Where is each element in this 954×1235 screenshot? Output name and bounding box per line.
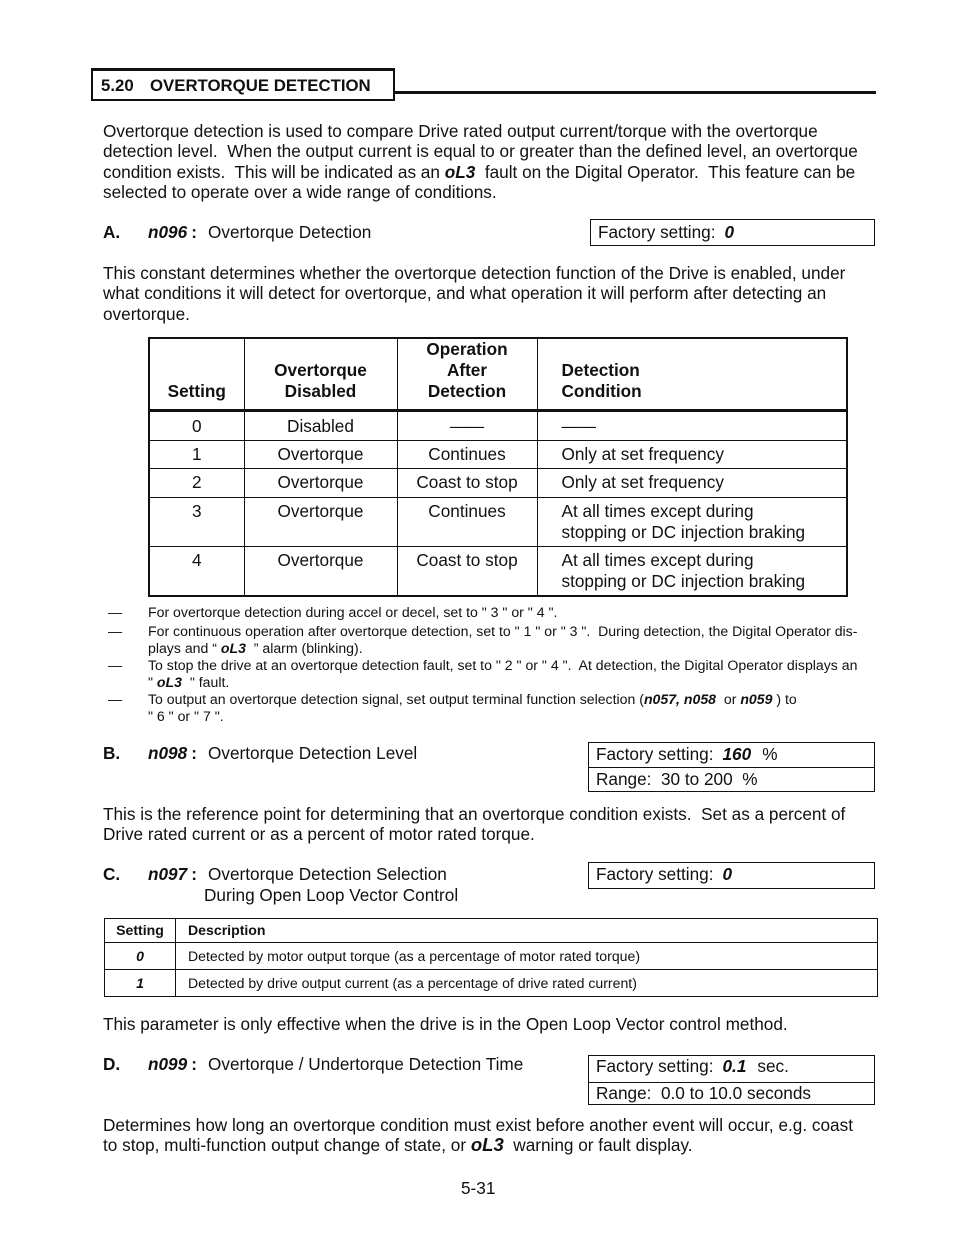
- table-row: [149, 547, 847, 596]
- param-code: [148, 864, 197, 884]
- note-bullet: —: [108, 657, 123, 673]
- range-text: Range: 0.0 to 10.0 seconds: [596, 1083, 811, 1103]
- cell-condition: [537, 469, 847, 498]
- param-letter: D.: [103, 1054, 121, 1074]
- header-text: Disabled: [284, 381, 357, 401]
- fault-code: oL3: [470, 1134, 504, 1156]
- header-text: Setting: [167, 381, 226, 401]
- factory-setting-label: Factory setting:: [598, 222, 716, 242]
- factory-setting-unit: sec.: [757, 1056, 789, 1076]
- param-separator: :: [191, 1054, 197, 1074]
- cell-description: Detected by motor output torque (as a percentage of motor rated torque): [176, 943, 878, 970]
- factory-setting-row: [591, 220, 874, 245]
- condition-line: stopping or DC injection braking: [561, 522, 806, 542]
- param-name-continued: During Open Loop Vector Control: [204, 885, 459, 905]
- note-line: This parameter is only effective when the drive is in the Open Loop Vector control method.: [103, 1014, 788, 1034]
- note-line: " 6 " or " 7 ".: [148, 708, 224, 724]
- header-description: Description: [176, 919, 878, 943]
- factory-setting-row: [589, 743, 874, 767]
- cell-disabled: Overtorque: [244, 498, 397, 547]
- open-loop-selection-table: [104, 918, 878, 997]
- description-line-2: [103, 1135, 853, 1155]
- fault-code: oL3: [156, 674, 182, 690]
- text-segment: " fault.: [181, 674, 230, 690]
- note-bullet: —: [108, 604, 123, 620]
- cell-setting: 4: [149, 547, 244, 596]
- param-code: n059: [740, 691, 773, 707]
- cell-disabled: Overtorque: [244, 441, 397, 469]
- cell-setting: 1: [149, 441, 244, 469]
- cell-operation: Continues: [397, 441, 537, 469]
- factory-setting-value: 0: [722, 864, 733, 884]
- cell-operation: Continues: [397, 498, 537, 547]
- cell-description: Detected by drive output current (as a percentage of drive rated current): [176, 970, 878, 997]
- header-setting: [149, 338, 244, 411]
- intro-line-3: [103, 162, 858, 182]
- param-d-description: [103, 1115, 853, 1156]
- factory-setting-value: 0.1: [722, 1056, 747, 1076]
- header-text: Detection: [427, 381, 507, 401]
- table-row: [149, 441, 847, 469]
- page-number: 5-31: [461, 1178, 496, 1198]
- intro-line-1: Overtorque detection is used to compare Drive rated output current/torque with the overtorque: [103, 121, 818, 141]
- header-text: Detection: [561, 360, 640, 380]
- description-line-3: overtorque.: [103, 303, 190, 324]
- table-row: [149, 411, 847, 441]
- table-row: [105, 970, 878, 997]
- note-line: [148, 674, 857, 691]
- table-header-row: [105, 919, 878, 943]
- param-code: n057, n058: [643, 691, 717, 707]
- cell-condition: [537, 411, 847, 441]
- section-number: 5.20: [101, 76, 134, 95]
- param-separator: :: [191, 743, 197, 763]
- factory-setting-row: [589, 863, 874, 888]
- cell-operation: ——: [397, 411, 537, 441]
- overtorque-settings-table: [148, 337, 848, 597]
- param-b-description: [103, 804, 845, 845]
- param-name: Overtorque Detection Selection: [208, 864, 447, 884]
- intro-line-2: detection level. When the output current is equal to or greater than the defined level, an overtorque: [103, 141, 858, 162]
- cell-operation: Coast to stop: [397, 469, 537, 498]
- table-row: [149, 469, 847, 498]
- cell-setting: 1: [105, 970, 176, 997]
- description-line-2: what conditions it will detect for overtorque, and what operation it will perform after detecting an: [103, 283, 827, 304]
- param-name: Overtorque / Undertorque Detection Time: [208, 1054, 524, 1074]
- header-text: Condition: [561, 381, 642, 401]
- text-segment: fault on the Digital Operator. This feature can be: [475, 161, 856, 182]
- cell-condition: [537, 498, 847, 547]
- factory-setting-value: 160: [722, 744, 752, 764]
- cell-disabled: Disabled: [244, 411, 397, 441]
- range-row: [589, 1082, 874, 1104]
- note-line: [148, 691, 797, 708]
- factory-setting-row: [589, 1056, 874, 1082]
- note-line: For continuous operation after overtorque detection, set to " 1 " or " 3 ". During detection, the Digital Operator dis-: [148, 623, 858, 639]
- header-setting: Setting: [105, 919, 176, 943]
- intro-paragraph: [103, 121, 858, 202]
- cell-condition: [537, 547, 847, 596]
- condition-line: stopping or DC injection braking: [561, 571, 806, 591]
- text-segment: or: [716, 691, 741, 707]
- param-letter: C.: [103, 864, 121, 884]
- intro-line-4: selected to operate over a wide range of conditions.: [103, 181, 497, 202]
- param-code: [148, 222, 197, 242]
- table-row: [105, 943, 878, 970]
- condition-line: Only at set frequency: [561, 472, 724, 492]
- param-c-factory-box: [588, 862, 875, 889]
- text-segment: ” alarm (blinking).: [245, 640, 363, 656]
- header-detection-condition: [537, 338, 847, 411]
- note-line: To stop the drive at an overtorque detection fault, set to " 2 " or " 4 ". At detection, the Digital Operator displays an: [148, 657, 858, 673]
- cell-setting: 2: [149, 469, 244, 498]
- param-c-note: [103, 1014, 788, 1034]
- range-text: Range: 30 to 200 %: [596, 769, 758, 789]
- param-separator: :: [191, 222, 197, 242]
- text-segment: To output an overtorque detection signal, set output terminal function selection (: [148, 691, 644, 707]
- note-text: [148, 604, 557, 621]
- factory-setting-label: Factory setting:: [596, 1056, 714, 1076]
- param-code: [148, 1054, 197, 1074]
- factory-setting-label: Factory setting:: [596, 744, 714, 764]
- param-letter: A.: [103, 222, 121, 242]
- header-text: Operation: [426, 339, 508, 359]
- note-text: [148, 691, 797, 725]
- note-text: [148, 657, 857, 691]
- table-row: [149, 498, 847, 547]
- param-d-factory-box: [588, 1055, 875, 1105]
- param-code-text: n096: [148, 222, 188, 242]
- factory-setting-unit: %: [762, 744, 778, 764]
- description-line-1: This is the reference point for determining that an overtorque condition exists. Set as a percent of: [103, 804, 846, 824]
- text-segment: ": [148, 674, 157, 690]
- param-name: Overtorque Detection: [208, 222, 372, 242]
- section-rule: [394, 91, 876, 94]
- note-line: [148, 640, 857, 657]
- header-operation-after-detection: [397, 338, 537, 411]
- param-a-heading: [0, 222, 585, 243]
- param-d-heading: [0, 1054, 585, 1075]
- text-segment: warning or fault display.: [503, 1135, 693, 1156]
- note-line: For overtorque detection during accel or decel, set to " 3 " or " 4 ".: [148, 604, 558, 620]
- description-line-1: Determines how long an overtorque condition must exist before another event will occur, e.g. coast: [103, 1115, 853, 1135]
- fault-code: oL3: [220, 640, 246, 656]
- note-bullet: —: [108, 691, 123, 707]
- param-a-description: [103, 263, 845, 324]
- condition-line: ——: [561, 416, 596, 436]
- text-segment: ) to: [772, 691, 797, 707]
- header-overtorque-disabled: [244, 338, 397, 411]
- param-code-text: n099: [148, 1054, 188, 1074]
- cell-operation: Coast to stop: [397, 547, 537, 596]
- param-b-heading: [0, 743, 585, 764]
- factory-setting-label: Factory setting:: [596, 864, 714, 884]
- param-letter: B.: [103, 743, 121, 763]
- section-title: OVERTORQUE DETECTION: [150, 76, 371, 95]
- header-text: Overtorque: [274, 360, 367, 380]
- range-row: [589, 767, 874, 791]
- text-segment: condition exists. This will be indicated as an: [103, 161, 445, 182]
- text-segment: to stop, multi-function output change of state, or: [103, 1135, 471, 1156]
- cell-condition: [537, 441, 847, 469]
- cell-disabled: Overtorque: [244, 469, 397, 498]
- cell-setting: 0: [149, 411, 244, 441]
- description-line-2: Drive rated current or as a percent of motor rated torque.: [103, 824, 535, 845]
- param-code-text: n098: [148, 743, 188, 763]
- param-name: Overtorque Detection Level: [208, 743, 418, 763]
- condition-line: Only at set frequency: [561, 444, 724, 464]
- param-code: [148, 743, 197, 763]
- header-text: After: [446, 360, 488, 380]
- table-header-row: [149, 338, 847, 411]
- fault-code: oL3: [444, 161, 476, 182]
- note-text: [148, 623, 857, 657]
- param-b-factory-box: [588, 742, 875, 792]
- section-header-box: [91, 68, 395, 101]
- condition-line: At all times except during: [561, 501, 754, 521]
- condition-line: At all times except during: [561, 550, 754, 570]
- cell-setting: 3: [149, 498, 244, 547]
- param-c-heading: [0, 864, 585, 906]
- text-segment: plays and “: [148, 640, 221, 656]
- param-a-factory-box: [590, 219, 875, 246]
- cell-disabled: Overtorque: [244, 547, 397, 596]
- param-code-text: n097: [148, 864, 188, 884]
- note-bullet: —: [108, 623, 123, 639]
- cell-setting: 0: [105, 943, 176, 970]
- factory-setting-value: 0: [724, 222, 735, 242]
- param-separator: :: [191, 864, 197, 884]
- description-line-1: This constant determines whether the overtorque detection function of the Drive is enabled, under: [103, 263, 846, 283]
